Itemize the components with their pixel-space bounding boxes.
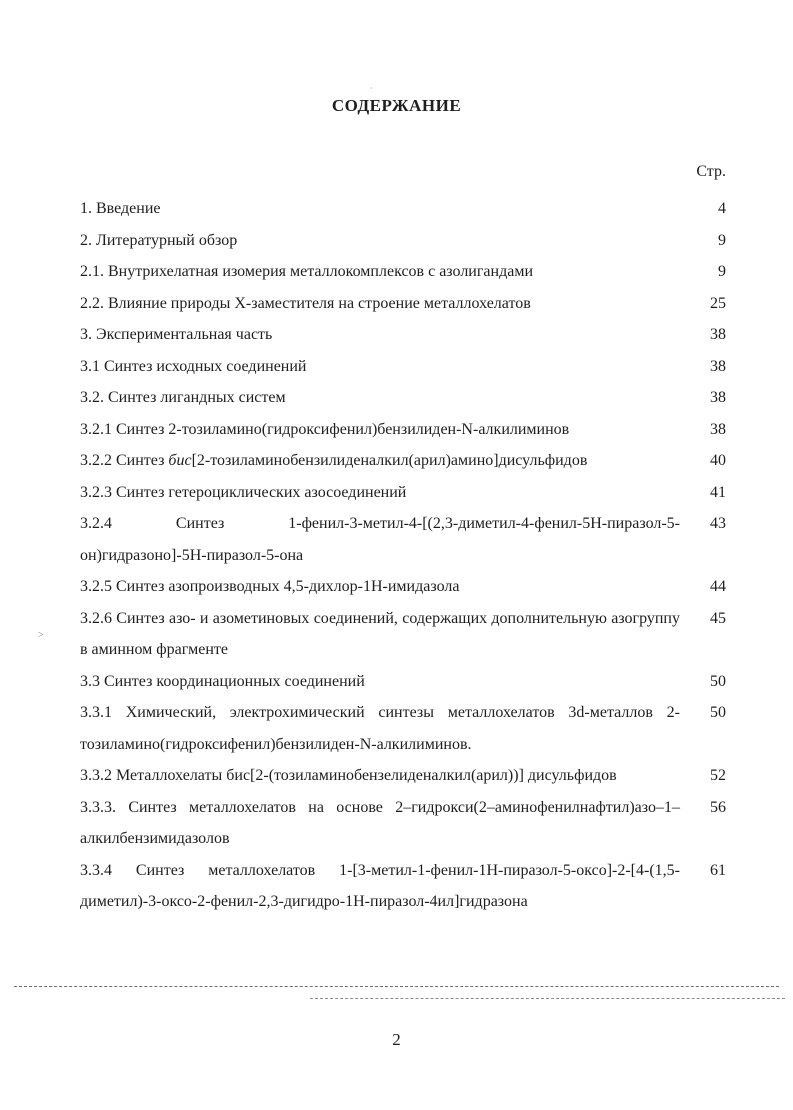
toc-entry-text: 3.3.3. Синтез металлохелатов на основе 2–гидрокси(2–аминофенилнафтил)азо–1–алкилбензимидазолов [80,798,680,847]
toc-entry-page: 38 [710,420,726,438]
toc-entry[interactable] [80,351,726,383]
toc-entry[interactable] [80,508,726,571]
toc-entry-text: 3.3.1 Химический, электрохимический синтезы металлохелатов 3d-металлов 2-тозиламино(гидроксифенил)бензилиден-N-алкилиминов. [80,704,680,753]
toc-entry[interactable] [80,288,726,320]
page-title: СОДЕРЖАНИЕ [331,96,462,115]
toc-entry-text: 2. Литературный обзор [80,231,238,249]
table-of-contents [80,193,726,918]
toc-entry-text-prefix: 3.2.2 Синтез [80,452,169,469]
toc-entry-page: 50 [710,672,726,690]
toc-entry[interactable] [80,666,726,698]
toc-entry[interactable] [80,256,726,288]
toc-entry[interactable] [80,414,726,446]
toc-entry[interactable] [80,760,726,792]
page-column-label: Стр. [696,163,726,180]
toc-entry-page: 41 [710,483,726,501]
toc-entry-page: 38 [710,326,726,343]
toc-entry-text: 2.1. Внутрихелатная изомерия металлокомплексов с азолигандами [80,263,534,280]
toc-entry-text [80,445,680,477]
scan-speck: · [370,84,373,93]
toc-entry-page: 52 [710,767,726,784]
toc-entry-page: 43 [710,515,726,532]
toc-entry-text: 3.3.4 Синтез металлохелатов 1-[3-метил-1-фенил-1Н-пиразол-5-оксо]-2-[4-(1,5-диметил)-3-оксо-2-фенил-2,3-дигидро-1Н-пиразол-4ил]гидразона [80,861,680,910]
toc-entry[interactable] [80,792,726,855]
toc-entry-page: 44 [710,578,726,595]
toc-entry-text: 2.2. Влияние природы X-заместителя на строение металлохелатов [80,294,531,312]
toc-entry-text: 3.2.3 Синтез гетероциклических азосоединений [80,483,407,501]
toc-entry-text: 3.3 Синтез координационных соединений [80,672,365,690]
scan-speck: ˃ [38,630,44,641]
toc-entry[interactable] [80,571,726,603]
toc-entry-page: 25 [710,294,726,312]
toc-entry-page: 9 [718,231,726,249]
toc-entry-text: 1. Введение [80,200,161,217]
toc-entry-text: 3.1 Синтез исходных соединений [80,357,307,375]
toc-entry-page: 9 [718,263,726,280]
toc-entry-page: 38 [710,389,726,406]
toc-entry-text: 3.3.2 Металлохелаты бис[2-(тозиламинобензелиденалкил(арил))] дисульфидов [80,767,617,784]
footer-divider-secondary [310,998,785,999]
toc-entry-text-italic: бис [168,452,192,469]
toc-entry-text: 3. Экспериментальная часть [80,326,273,343]
toc-entry-page: 61 [710,861,726,879]
toc-entry[interactable] [80,319,726,351]
toc-entry-text-suffix: [2-тозиламинобензилиденалкил(арил)амино]дисульфидов [191,452,588,469]
toc-entry-text: 3.2. Синтез лигандных систем [80,389,286,406]
toc-entry-page: 38 [710,357,726,375]
toc-entry-text: 3.2.6 Синтез азо- и азометиновых соединений, содержащих дополнительную азогруппу в аминном фрагменте [80,609,680,658]
toc-entry[interactable] [80,855,726,918]
toc-entry-page: 40 [710,452,726,469]
toc-entry-page: 50 [710,704,726,721]
toc-entry-page: 4 [718,200,726,217]
toc-entry[interactable] [80,603,726,666]
toc-entry[interactable] [80,445,726,477]
footer-divider [14,986,779,987]
toc-entry[interactable] [80,193,726,225]
toc-entry[interactable] [80,225,726,257]
toc-entry-text: 3.2.1 Синтез 2-тозиламино(гидроксифенил)бензилиден-N-алкилиминов [80,420,570,438]
toc-entry-page: 45 [710,609,726,627]
toc-entry[interactable] [80,697,726,760]
toc-entry-page: 56 [710,798,726,816]
toc-entry-text: 3.2.4 Синтез 1-фенил-3-метил-4-[(2,3-диметил-4-фенил-5Н-пиразол-5-он)гидразоно]-5Н-пиразол-5-она [80,515,680,564]
toc-entry[interactable] [80,477,726,509]
toc-entry[interactable] [80,382,726,414]
page-number: 2 [392,1030,401,1049]
toc-entry-text: 3.2.5 Синтез азопроизводных 4,5-дихлор-1Н-имидазола [80,578,460,595]
